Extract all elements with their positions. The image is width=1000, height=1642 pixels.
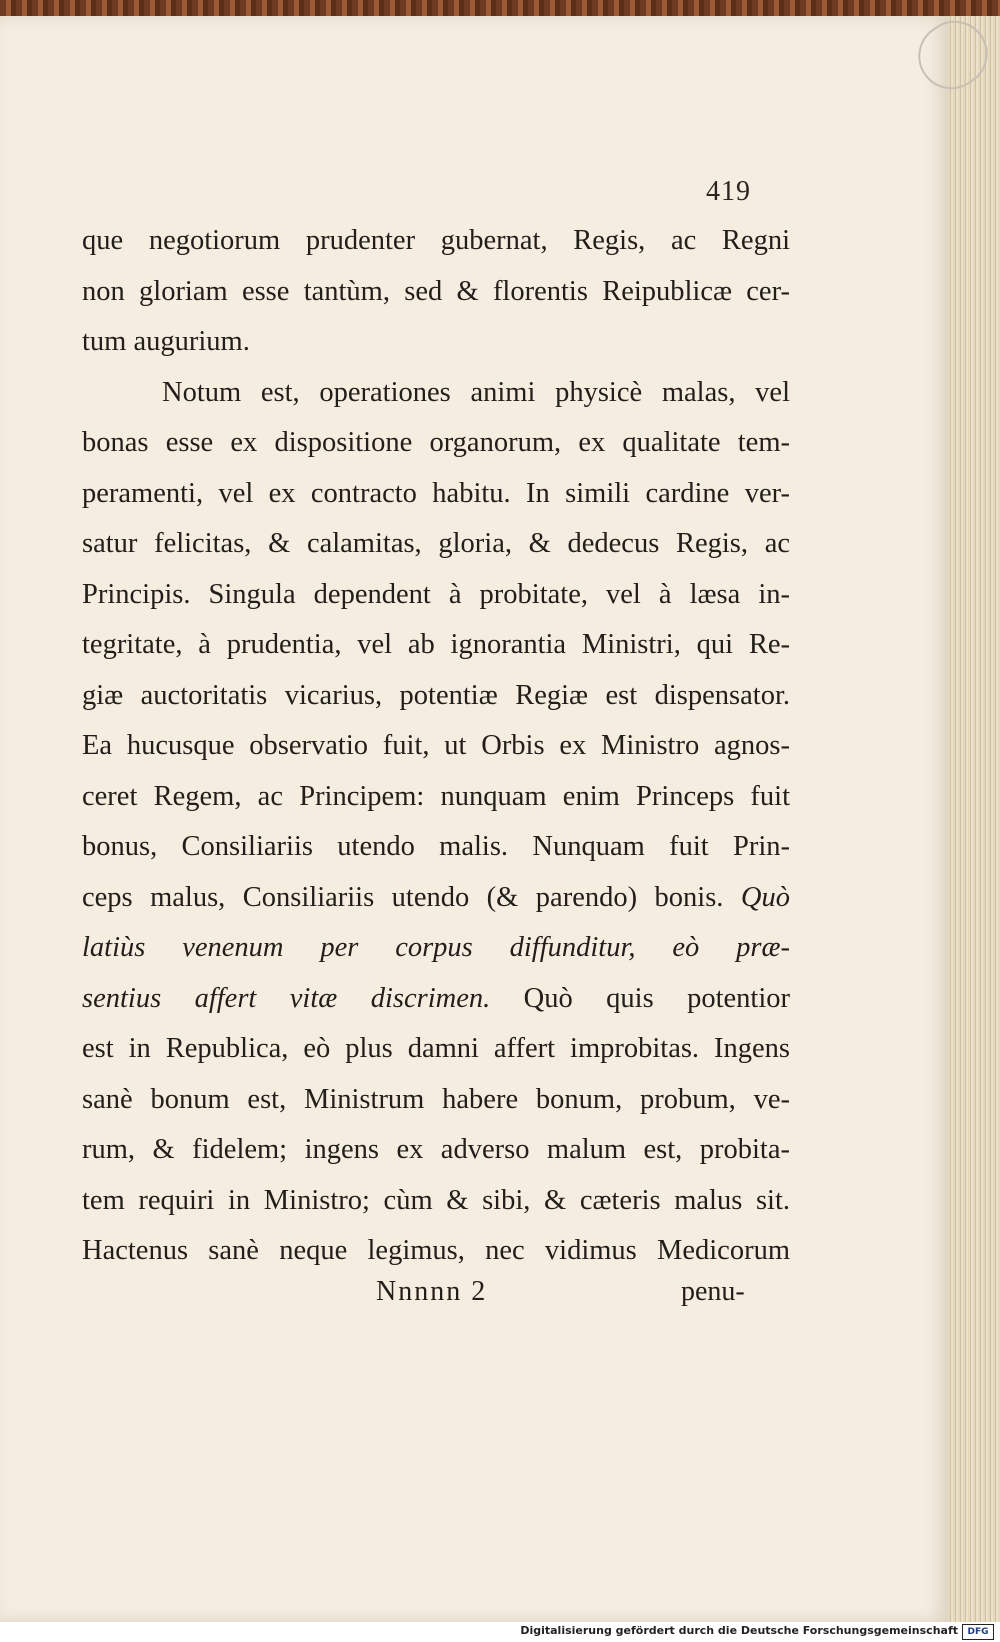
body-text — [82, 216, 790, 1277]
text-line: tum augurium. — [82, 326, 250, 357]
text-line: satur felicitas, & calamitas, gloria, & dedecus Regis, ac — [82, 528, 790, 559]
text-line: bonas esse ex dispositione organorum, ex qualitate tem- — [82, 427, 790, 458]
book-top-edge — [0, 0, 1000, 16]
text-line: bonus, Consiliariis utendo malis. Nunquam fuit Prin- — [82, 831, 790, 862]
signature-mark: Nnnnn 2 — [376, 1276, 488, 1307]
dfg-logo-icon: DFG — [962, 1624, 994, 1640]
italic-text-line: latiùs venenum per corpus diffunditur, eò præ- — [82, 932, 790, 963]
text-line: ceret Regem, ac Principem: nunquam enim Princeps fuit — [82, 780, 790, 812]
paragraph-start-line: Notum est, operationes animi physicè malas, vel — [162, 376, 790, 408]
text-line: Principis. Singula dependent à probitate, vel à læsa in- — [82, 578, 790, 610]
text-line: Hactenus sanè neque legimus, nec vidimus Medicorum — [82, 1235, 790, 1266]
text-line: giæ auctoritatis vicarius, potentiæ Regiæ est dispensator. — [82, 679, 790, 711]
page-edges — [947, 16, 1000, 1622]
text-line: rum, & fidelem; ingens ex adverso malum est, probita- — [82, 1134, 790, 1165]
text-line: sentius affert vitæ discrimen. Quò quis potentior — [82, 982, 790, 1014]
text-line: ceps malus, Consiliariis utendo (& parendo) bonis. Quò — [82, 881, 790, 913]
text-line: que negotiorum prudenter gubernat, Regis, ac Regni — [82, 225, 790, 256]
text-line: Ea hucusque observatio fuit, ut Orbis ex Ministro agnos- — [82, 730, 790, 761]
text-line: tegritate, à prudentia, vel ab ignorantia Ministri, qui Re- — [82, 629, 790, 660]
text-line: sanè bonum est, Ministrum habere bonum, probum, ve- — [82, 1083, 790, 1115]
catchword: penu- — [681, 1276, 745, 1307]
dfg-credit-text: Digitalisierung gefördert durch die Deutsche Forschungsgemeinschaft — [520, 1624, 958, 1637]
text-line: est in Republica, eò plus damni affert improbitas. Ingens — [82, 1033, 790, 1064]
text-line: tem requiri in Ministro; cùm & sibi, & cæteris malus sit. — [82, 1184, 790, 1216]
text-line: non gloriam esse tantùm, sed & florentis Reipublicæ cer- — [82, 275, 790, 307]
text-line: peramenti, vel ex contracto habitu. In simili cardine ver- — [82, 477, 790, 509]
page-number: 419 — [706, 176, 751, 207]
